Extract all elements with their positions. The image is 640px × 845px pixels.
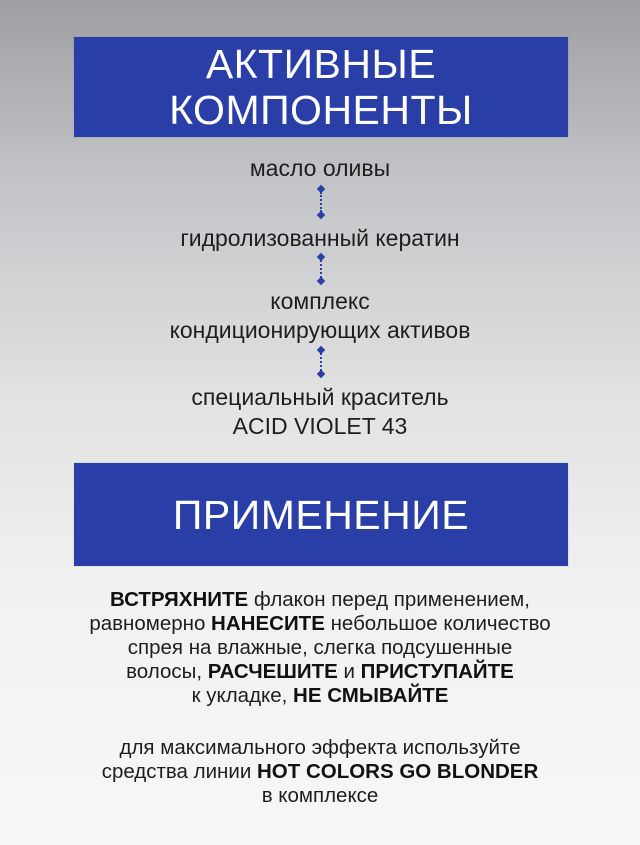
instruction-text: к укладке, bbox=[191, 684, 294, 707]
application-title: ПРИМЕНЕНИЕ bbox=[172, 491, 470, 538]
tip-text: в комплексе bbox=[261, 784, 379, 807]
connector-dotted-line bbox=[318, 347, 324, 377]
ingredient-line: кондиционирующих активов bbox=[169, 317, 471, 343]
instruction-text: равномерно bbox=[89, 612, 212, 635]
dotted-line bbox=[320, 353, 322, 371]
tip-line bbox=[0, 760, 640, 784]
tip-line bbox=[0, 736, 640, 760]
active-components-banner bbox=[74, 37, 568, 137]
emphasis-text: РАСЧЕШИТЕ bbox=[207, 660, 338, 683]
application-tip bbox=[0, 736, 640, 808]
ingredient-line: ACID VIOLET 43 bbox=[232, 413, 408, 439]
connector-dotted-line bbox=[318, 254, 324, 284]
diamond-dot-icon bbox=[317, 211, 325, 219]
instruction-text: небольшое количество bbox=[324, 612, 551, 635]
instruction-text: спрея на влажные, слегка подсушенные bbox=[127, 636, 513, 659]
emphasis-text: ПРИСТУПАЙТЕ bbox=[360, 660, 514, 683]
ingredient-item bbox=[0, 154, 640, 183]
emphasis-text: НЕ СМЫВАЙТЕ bbox=[293, 684, 449, 707]
application-instructions bbox=[0, 588, 640, 708]
ingredient-line: специальный краситель bbox=[191, 384, 449, 410]
ingredient-line: комплекс bbox=[270, 288, 370, 314]
instruction-text: и bbox=[337, 660, 361, 683]
instruction-line bbox=[0, 612, 640, 636]
emphasis-text: НАНЕСИТЕ bbox=[211, 612, 325, 635]
diamond-dot-icon bbox=[317, 370, 325, 378]
ingredient-item bbox=[0, 287, 640, 345]
tip-text: средства линии bbox=[101, 760, 257, 783]
ingredient-item bbox=[0, 383, 640, 441]
ingredient-line: масло оливы bbox=[249, 155, 391, 181]
application-banner bbox=[74, 463, 568, 566]
instruction-line bbox=[0, 684, 640, 708]
instruction-line bbox=[0, 636, 640, 660]
tip-line bbox=[0, 784, 640, 808]
ingredient-line: гидролизованный кератин bbox=[180, 225, 460, 251]
ingredient-item bbox=[0, 224, 640, 253]
emphasis-text: HOT COLORS GO BLONDER bbox=[256, 760, 539, 783]
dotted-line bbox=[320, 260, 322, 278]
tip-text: для максимального эффекта используйте bbox=[119, 736, 521, 759]
diamond-dot-icon bbox=[317, 277, 325, 285]
emphasis-text: ВСТРЯХНИТЕ bbox=[110, 588, 249, 611]
instruction-text: волосы, bbox=[126, 660, 208, 683]
instruction-line bbox=[0, 660, 640, 684]
dotted-line bbox=[320, 192, 322, 212]
instruction-line bbox=[0, 588, 640, 612]
active-components-title: АКТИВНЫЕ КОМПОНЕНТЫ bbox=[169, 41, 473, 133]
connector-dotted-line bbox=[318, 186, 324, 218]
instruction-text: флакон перед применением, bbox=[248, 588, 530, 611]
